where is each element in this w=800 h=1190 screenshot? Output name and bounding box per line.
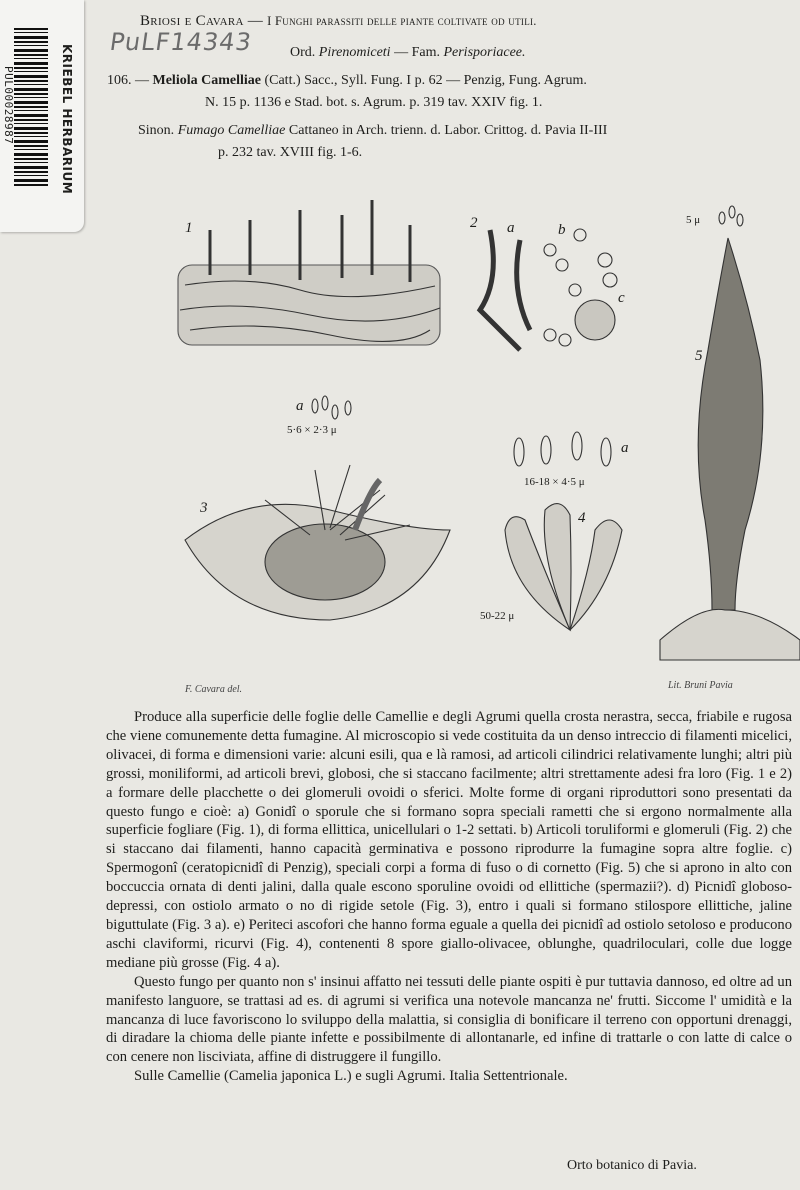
fig-label-1: 1 <box>185 220 193 236</box>
locality-footer: Orto botanico di Pavia. <box>567 1158 697 1173</box>
figure-1a-spores <box>312 396 351 419</box>
fig-label-1a: a <box>296 398 304 414</box>
fig-label-3: 3 <box>200 500 208 516</box>
synonym-name: Fumago Camelliae <box>177 123 286 138</box>
species-line: 106. — Meliola Camelliae (Catt.) Sacc., Syll. Fung. I p. 62 — Penzig, Fung. Agrum. <box>107 73 587 88</box>
taxon-order-line: Ord. Pirenomiceti — Fam. Perisporiacee. <box>290 45 526 60</box>
citation-line-2: N. 15 p. 1136 e Stad. bot. s. Agrum. p. 319 tav. XXIV fig. 1. <box>205 95 543 110</box>
order-name: Pirenomiceti <box>318 45 391 60</box>
fig-label-2a: a <box>507 220 515 236</box>
handwritten-accession: PuLF14343 <box>108 28 254 56</box>
fig-label-2c: c <box>618 290 625 306</box>
printer-signature: Lit. Bruni Pavia <box>668 680 733 691</box>
barcode-number: PUL00028987 <box>2 66 15 145</box>
order-prefix: Ord. <box>290 45 316 60</box>
series-title: I Funghi parassiti delle piante coltivate od utili. <box>267 14 537 28</box>
species-name: Meliola Camelliae <box>152 73 261 88</box>
measure-3: 50-22 μ <box>480 610 515 622</box>
artist-signature: F. Cavara del. <box>185 684 243 695</box>
description-text <box>106 708 792 1086</box>
synonym-citation-1: Cattaneo in Arch. trienn. d. Labor. Crittog. d. Pavia II-III <box>288 123 608 138</box>
species-number: 106. <box>107 73 132 88</box>
figure-2-conidia-chains <box>480 229 617 350</box>
measure-1: 5·6 × 2·3 μ <box>287 424 337 436</box>
authors: Briosi e Cavara <box>140 13 244 29</box>
body-paragraph-3: Sulle Camellie (Camelia japonica L.) e sugli Agrumi. Italia Settentrionale. <box>134 1068 568 1085</box>
synonym-citation-2: p. 232 tav. XVIII fig. 1-6. <box>218 145 363 160</box>
citation-line-1: (Catt.) Sacc., Syll. Fung. I p. 62 — Penzig, Fung. Agrum. <box>264 73 587 88</box>
series-header: Briosi e Cavara — I Funghi parassiti delle piante coltivate od utili. <box>140 13 537 29</box>
figure-4a-spores <box>514 432 611 466</box>
barcode-image <box>14 28 48 186</box>
synonym-line <box>138 120 607 142</box>
measure-4: 5 μ <box>686 214 701 226</box>
fig-label-2: 2 <box>470 215 478 231</box>
fig-label-4: 4 <box>578 510 586 526</box>
measure-2: 16-18 × 4·5 μ <box>524 476 585 488</box>
body-paragraph-1: Produce alla superficie delle foglie delle Camellie e degli Agrumi quella crosta nerastra, secca, friabile e rugosa che viene comunemente detta fumagine. Al microscopio si vede costituita da un denso intreccio di filamenti micelici, olivacei, di forma e dimensioni varie: alcuni esili, qua e là ramosi, ad articoli cilindrici relativamente lunghi; altri più grossi, moniliformi, ad articoli brevi, globosi, che si staccano facilmente; altri strettamente adesi fra loro (Fig. 1 e 2) a formare delle placchette o dei glomeruli ovoidi o sferici. Molte forme di organi riproduttori sono presentati da questo fungo e cioè: a) Gonidî o sporule che si formano sopra speciali rametti che si ergono normalmente alla superficie fogliare (Fig. 1), di forma ellittica, unicellulari o 1-2 settati. b) Articoli toruliformi e glomeruli (Fig. 2) che si staccano dai filamenti, hanno capacità germinativa e possono riprodurre la fumagine sopra altre foglie. c) Spermogonî (ceratopicnidî di Penzig), speciali corpi a forma di fuso o di cornetto (Fig. 5) che si aprono in alto con boccuccia ornata di denti jalini, dalla quale escono sporuline ovoidi od ellittiche (spermazii?). d) Picnidî globoso-depressi, con ostiolo armato o no di rigide setole (Fig. 3), entro i quali si formano stilospore ellittiche, jaline biguttulate (Fig. 3 a). e) Periteci ascofori che hanno forma eguale a quella dei picnidî ad ostiolo setoloso e producono aschi claviformi, ricurvi (Fig. 4), contenenti 8 spore giallo-olivacee, oblunghe, quadriloculari, colle due logge mediane più grosse (Fig. 4 a). <box>106 709 792 971</box>
figure-3-pycnidium <box>185 465 450 620</box>
family-name: Perisporiacee. <box>443 45 526 60</box>
family-prefix: Fam. <box>411 45 440 60</box>
botanical-plate <box>0 190 800 700</box>
figure-5-spermogonium <box>660 206 800 660</box>
fig-label-4a: a <box>621 440 629 456</box>
synonym-prefix: Sinon. <box>138 123 175 138</box>
herbarium-name: KRIEBEL HERBARIUM <box>60 44 74 195</box>
fig-label-5: 5 <box>695 348 703 364</box>
body-paragraph-2: Questo fungo per quanto non s' insinui affatto nei tessuti delle piante ospiti è pur tuttavia dannoso, ed oltre ad un manifesto languore, se trattasi ad es. di agrumi si verifica una notevole mancanza ne' frutti. Siccome l' umidità e la mancanza di luce favoriscono lo sviluppo della malattia, si consiglia di bonificare il terreno con opportuni drenaggi, di diradare la chioma delle piante infette e possibilmente di allontanarle, ed infine di trattarle o con latte di calce o con cenere non lisciviata, affine di distruggere il fungillo. <box>106 973 792 1066</box>
figure-1-mycelium <box>178 200 440 345</box>
fig-label-2b: b <box>558 222 566 238</box>
figure-4-asci <box>505 504 622 630</box>
